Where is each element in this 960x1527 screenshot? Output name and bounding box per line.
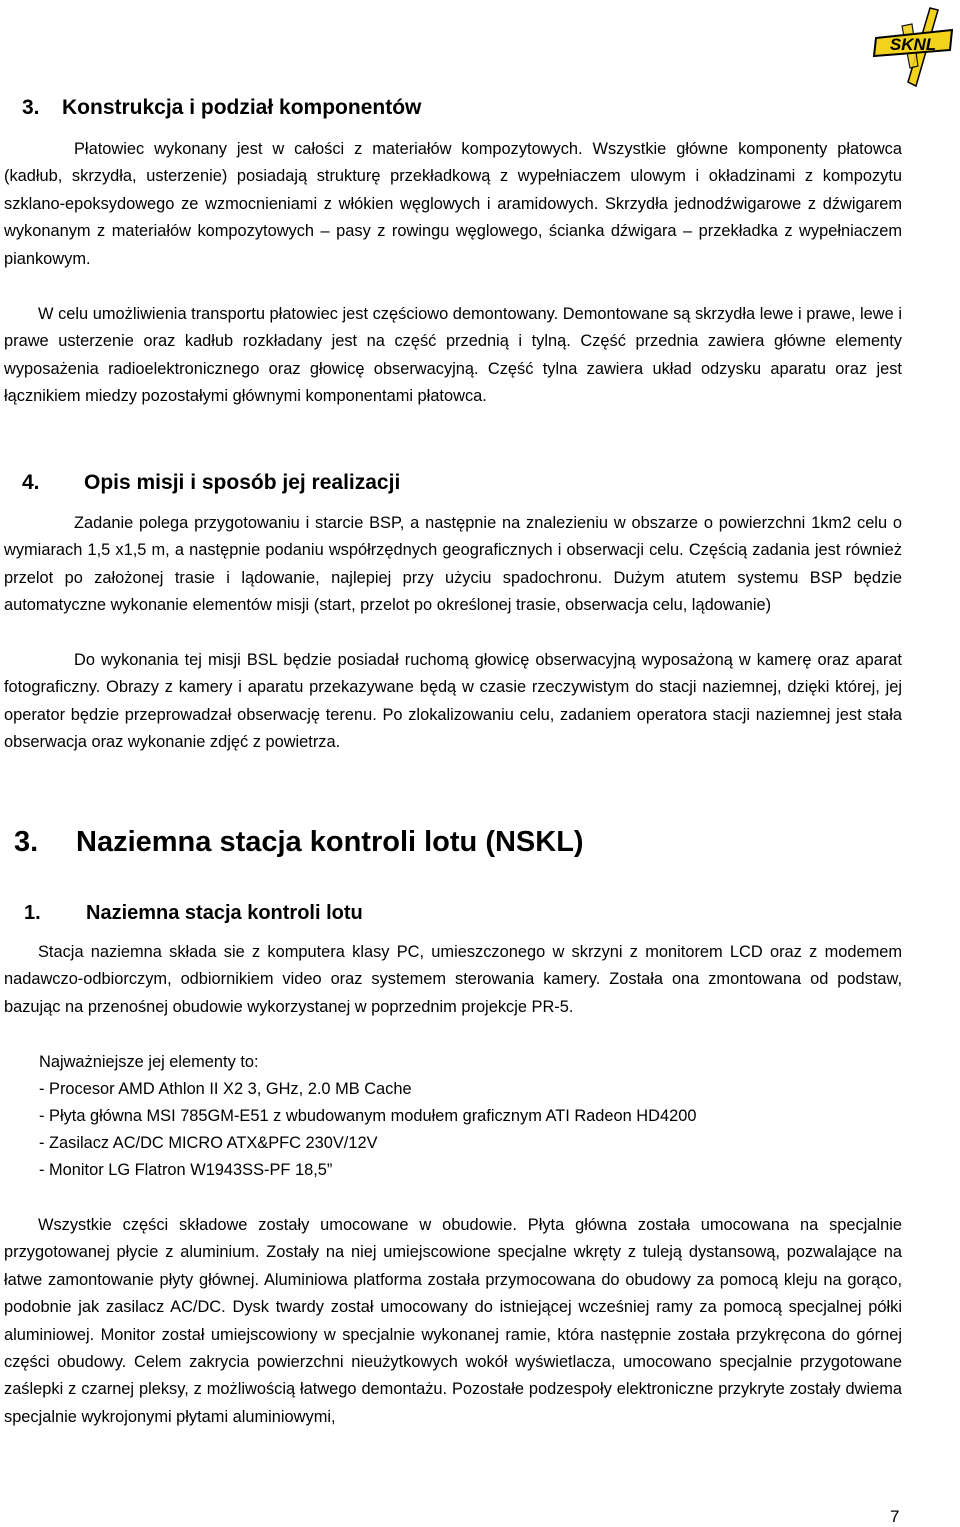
- logo-text: SKNL: [889, 35, 937, 54]
- section-title: Konstrukcja i podział komponentów: [62, 96, 422, 119]
- chapter-heading: [14, 825, 584, 859]
- paragraph-construction: Płatowiec wykonany jest w całości z materiałów kompozytowych. Wszystkie główne komponenty płatowca (kadłub, skrzydła, usterzenie) posiadają strukturę przekładkową z wypełniaczem ulowym i okładzinami z kompozytu szklano-epoksydowego ze wzmocnieniami z włókien węglowych i aramidowych. Skrzydła jednodźwigarowe z dźwigarem wykonanym z materiałów kompozytowych – pasy z rowingu węglowego, ścianka dźwigara – przekładka z wypełniaczem piankowym.: [4, 140, 902, 268]
- paragraph-ground-station: Stacja naziemna składa sie z komputera klasy PC, umieszczonego w skrzyni z monitorem LCD oraz z modemem nadawczo-odbiorczym, odbiornikiem video oraz systemem sterowania kamery. Została ona zmontowana od podstaw, bazując na przenośnej obudowie wykorzystanej w poprzednim projekcje PR-5.: [4, 943, 902, 1016]
- list-item: - Procesor AMD Athlon II X2 3, GHz, 2.0 MB Cache: [39, 1080, 412, 1098]
- paragraph-transport: W celu umożliwienia transportu płatowiec jest częściowo demontowany. Demontowane są skrzydła lewe i prawe, lewe i prawe usterzenie oraz kadłub rozkładany jest na część przednią i tylną. Część przednia zawiera główne elementy wyposażenia radioelektronicznego oraz głowicę obserwacyjną. Część tylna zawiera układ odzysku aparatu oraz jest łącznikiem miedzy pozostałymi głównymi komponentami płatowca.: [4, 305, 902, 406]
- paragraph-assembly: Wszystkie części składowe zostały umocowane w obudowie. Płyta główna została umocowana na specjalnie przygotowanej płycie z aluminium. Zostały na niej umiejscowione specjalne wkręty z tuleją dystansową, pozwalające na łatwe zamontowanie płyty głównej. Aluminiowa platforma została przymocowana do obudowy za pomocą kleju na gorąco, podobnie jak zasilacz AC/DC. Dysk twardy został umocowany do istniejącej wcześniej ramy za pomocą specjalnej półki aluminiowej. Monitor został umiejscowiony w specjalnie wykonanej ramie, która następnie została przykręcona do górnej części obudowy. Celem zakrycia powierzchni nieużytkowych wokół wyświetlacza, umocowano specjalnie przygotowane zaślepki z czarnej pleksy, z możliwością łatwego demontażu. Pozostałe podzespoły elektroniczne przykryte zostały dwiema specjalnie wykrojonymi płytami aluminiowymi,: [4, 1216, 902, 1426]
- section-heading-3: [22, 95, 421, 121]
- list-intro: Najważniejsze jej elementy to:: [39, 1053, 259, 1071]
- paragraph-mission: Zadanie polega przygotowaniu i starcie BSP, a następnie na znalezieniu w obszarze o powierzchni 1km2 celu o wymiarach 1,5 x1,5 m, a następnie podaniu współrzędnych geograficznych i obserwacji celu. Częścią zadania jest również przelot po założonej trasie i lądowanie, najlepiej przy użyciu spadochronu. Dużym atutem systemu BSP będzie automatyczne wykonanie elementów misji (start, przelot po określonej trasie, obserwacja celu, lądowanie): [4, 514, 902, 615]
- section-heading-4: [22, 470, 400, 496]
- subsection-number: 1.: [24, 902, 41, 924]
- section-title: Opis misji i sposób jej realizacji: [84, 471, 401, 494]
- section-number: 4.: [22, 471, 40, 494]
- list-item: - Monitor LG Flatron W1943SS-PF 18,5”: [39, 1161, 333, 1179]
- chapter-title: Naziemna stacja kontroli lotu (NSKL): [76, 826, 584, 858]
- list-item: - Płyta główna MSI 785GM-E51 z wbudowanym modułem graficznym ATI Radeon HD4200: [39, 1107, 697, 1125]
- section-number: 3.: [22, 96, 40, 119]
- subsection-heading: [24, 900, 363, 926]
- chapter-number: 3.: [14, 826, 39, 858]
- subsection-title: Naziemna stacja kontroli lotu: [86, 902, 363, 924]
- list-item: - Zasilacz AC/DC MICRO ATX&PFC 230V/12V: [39, 1134, 378, 1152]
- paragraph-mission-execution: Do wykonania tej misji BSL będzie posiadał ruchomą głowicę obserwacyjną wyposażoną w kamerę oraz aparat fotograficzny. Obrazy z kamery i aparatu przekazywane będą w czasie rzeczywistym do stacji naziemnej, dzięki której, jej operator będzie przeprowadzał obserwację terenu. Po zlokalizowaniu celu, zadaniem operatora stacji naziemnej jest stała obserwacja oraz wykonanie zdjęć z powietrza.: [4, 651, 902, 752]
- sknl-logo: [872, 6, 956, 88]
- page-number: 7: [890, 1507, 900, 1526]
